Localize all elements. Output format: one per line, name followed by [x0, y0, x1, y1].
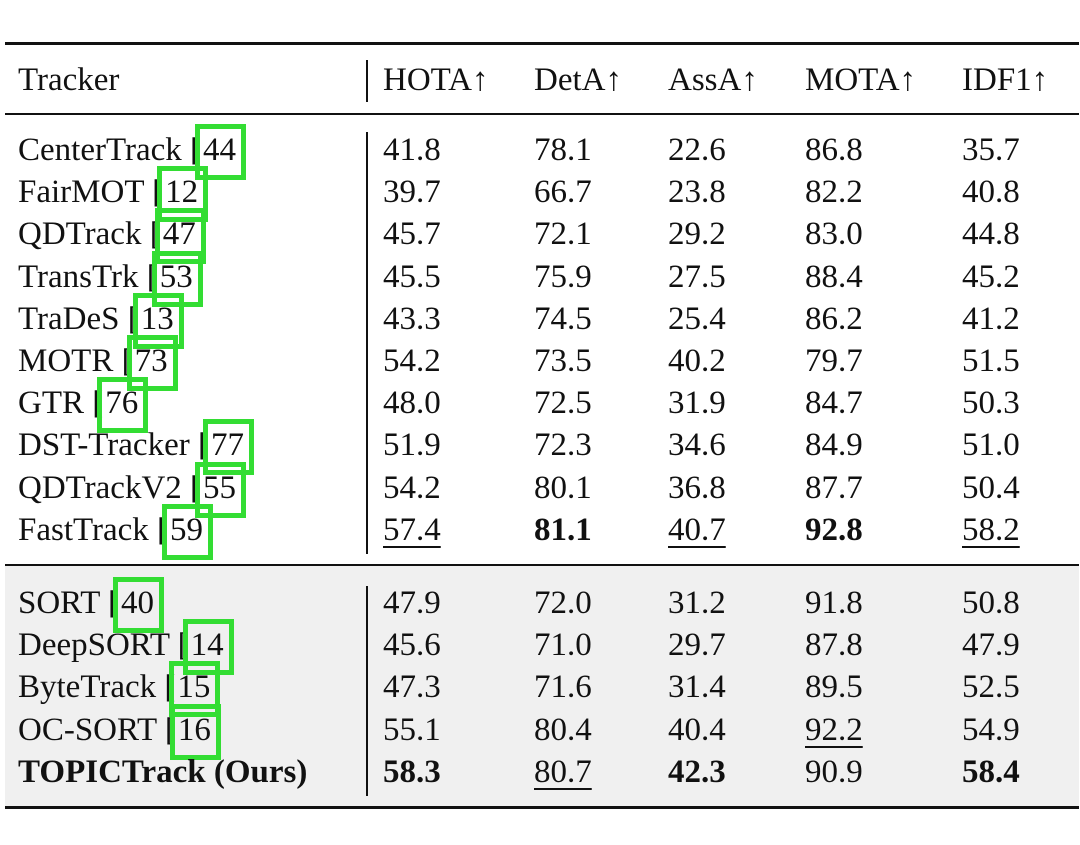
header-hota: HOTA↑	[383, 62, 489, 98]
group1-column-divider	[366, 132, 368, 554]
assa-value: 31.4	[668, 669, 726, 706]
idf1-value: 58.4	[962, 753, 1020, 790]
deta-value: 71.0	[534, 627, 592, 664]
idf1-value: 41.2	[962, 300, 1020, 337]
citation-number: 15	[177, 669, 211, 706]
tracker-name: QDTrackV2	[18, 469, 182, 506]
idf1-value: 51.0	[962, 427, 1020, 464]
row-name: FastTrack [59	[18, 510, 205, 550]
deta-value: 72.3	[534, 427, 592, 464]
bottom-rule	[5, 806, 1079, 809]
deta-value: 73.5	[534, 343, 592, 379]
idf1-value: 47.9	[962, 627, 1020, 664]
mota-value: 91.8	[805, 585, 863, 621]
assa-value: 22.6	[668, 132, 726, 168]
citation-number: 77	[210, 427, 244, 464]
row-name: TransTrk [53	[18, 257, 195, 297]
citation-ref[interactable]	[139, 299, 176, 339]
deta-value: 81.1	[534, 511, 592, 548]
citation-number: 73	[134, 343, 168, 379]
mota-value: 84.7	[805, 385, 863, 422]
deta-value: 78.1	[534, 132, 592, 168]
row-name: SORT [40	[18, 583, 156, 623]
citation-highlight-box	[162, 504, 213, 560]
row-name	[18, 752, 307, 792]
header-deta: DetA↑	[534, 62, 622, 98]
citation-number: 47	[162, 216, 196, 253]
idf1-value: 50.3	[962, 385, 1020, 422]
tracker-name: TransTrk	[18, 258, 139, 295]
hota-value: 54.2	[383, 343, 441, 379]
hota-value: 55.1	[383, 711, 441, 748]
deta-value: 72.1	[534, 216, 592, 253]
assa-value: 40.4	[668, 711, 726, 748]
citation-number: 13	[140, 300, 174, 337]
tracker-name: QDTrack	[18, 216, 142, 253]
citation-number: 55	[203, 469, 237, 506]
idf1-value: 50.8	[962, 585, 1020, 621]
header-mota: MOTA↑	[805, 62, 917, 98]
mota-value: 86.2	[805, 300, 863, 337]
row-name: DST-Tracker [77	[18, 425, 246, 465]
assa-value: 40.7	[668, 511, 726, 548]
citation-ref[interactable]	[119, 583, 156, 623]
hota-value: 54.2	[383, 469, 441, 506]
row-name: CenterTrack [44	[18, 130, 238, 170]
deta-value: 80.1	[534, 469, 592, 506]
citation-number: 44	[203, 132, 236, 168]
group2-column-divider	[366, 586, 368, 796]
mota-value: 90.9	[805, 753, 863, 790]
row-name: OC-SORT [16	[18, 710, 213, 750]
row-name: DeepSORT [14	[18, 625, 226, 665]
header-rule	[5, 113, 1079, 115]
tracker-name: CenterTrack	[18, 132, 182, 168]
citation-ref[interactable]	[201, 130, 238, 170]
assa-value: 29.2	[668, 216, 726, 253]
header-column-divider	[366, 60, 368, 102]
citation-ref[interactable]	[133, 341, 170, 381]
citation-ref[interactable]	[201, 468, 238, 508]
assa-value: 31.9	[668, 385, 726, 422]
mota-value: 92.2	[805, 711, 863, 748]
hota-value: 48.0	[383, 385, 441, 422]
hota-value: 58.3	[383, 753, 441, 790]
mota-value: 86.8	[805, 132, 863, 168]
mota-value: 82.2	[805, 174, 863, 211]
row-name: MOTR [73	[18, 341, 170, 381]
assa-value: 29.7	[668, 627, 726, 664]
deta-value: 75.9	[534, 258, 592, 295]
tracker-name: GTR	[18, 385, 84, 422]
hota-value: 47.9	[383, 585, 441, 621]
citation-number: 53	[159, 258, 193, 295]
group-separator-rule	[5, 564, 1079, 566]
idf1-value: 35.7	[962, 132, 1020, 168]
mota-value: 79.7	[805, 343, 863, 379]
assa-value: 25.4	[668, 300, 726, 337]
mota-value: 87.7	[805, 469, 863, 506]
citation-ref[interactable]	[161, 214, 198, 254]
header-idf1: IDF1↑	[962, 62, 1049, 98]
assa-value: 36.8	[668, 469, 726, 506]
citation-number: 40	[121, 585, 155, 621]
row-name: TraDeS [13	[18, 299, 176, 339]
citation-number: 16	[177, 711, 211, 748]
citation-ref[interactable]	[103, 383, 140, 423]
hota-value: 39.7	[383, 174, 441, 211]
tracker-name: DeepSORT	[18, 627, 170, 664]
idf1-value: 44.8	[962, 216, 1020, 253]
idf1-value: 45.2	[962, 258, 1020, 295]
hota-value: 51.9	[383, 427, 441, 464]
tracker-name: DST-Tracker	[18, 427, 190, 464]
row-name: FairMOT [12	[18, 172, 200, 212]
hota-value: 45.5	[383, 258, 441, 295]
deta-value: 74.5	[534, 300, 592, 337]
tracker-name: OC-SORT	[18, 711, 157, 748]
tracker-name: MOTR	[18, 343, 114, 379]
tracker-name: FairMOT	[18, 174, 144, 211]
assa-value: 23.8	[668, 174, 726, 211]
header-tracker: Tracker	[18, 62, 120, 98]
tracker-name: TraDeS	[18, 300, 120, 337]
hota-value: 41.8	[383, 132, 441, 168]
row-name: ByteTrack [15	[18, 667, 212, 707]
mota-value: 88.4	[805, 258, 863, 295]
row-name: QDTrack [47	[18, 214, 198, 254]
assa-value: 31.2	[668, 585, 726, 621]
deta-value: 72.5	[534, 385, 592, 422]
tracker-name: SORT	[18, 585, 100, 621]
mota-value: 84.9	[805, 427, 863, 464]
assa-value: 27.5	[668, 258, 726, 295]
mota-value: 92.8	[805, 511, 863, 548]
assa-value: 40.2	[668, 343, 726, 379]
deta-value: 80.7	[534, 753, 592, 790]
citation-ref[interactable]	[175, 667, 212, 707]
row-name: GTR [76	[18, 383, 140, 423]
idf1-value: 52.5	[962, 669, 1020, 706]
idf1-value: 40.8	[962, 174, 1020, 211]
idf1-value: 54.9	[962, 711, 1020, 748]
citation-ref[interactable]	[209, 425, 246, 465]
tracker-name: ByteTrack	[18, 669, 157, 706]
mota-value: 87.8	[805, 627, 863, 664]
citation-ref[interactable]	[168, 510, 205, 550]
idf1-value: 50.4	[962, 469, 1020, 506]
deta-value: 71.6	[534, 669, 592, 706]
hota-value: 57.4	[383, 511, 441, 548]
deta-value: 66.7	[534, 174, 592, 211]
assa-value: 42.3	[668, 753, 726, 790]
header-assa: AssA↑	[668, 62, 758, 98]
assa-value: 34.6	[668, 427, 726, 464]
idf1-value: 51.5	[962, 343, 1020, 379]
citation-ref[interactable]	[163, 172, 200, 212]
idf1-value: 58.2	[962, 511, 1020, 548]
deta-value: 72.0	[534, 585, 592, 621]
citation-ref[interactable]	[176, 710, 213, 750]
tracker-name: TOPICTrack (Ours)	[18, 753, 308, 790]
citation-number: 14	[190, 627, 224, 664]
tracker-name: FastTrack	[18, 511, 149, 548]
citation-ref[interactable]	[158, 257, 195, 297]
row-name: QDTrackV2 [55	[18, 468, 238, 508]
hota-value: 43.3	[383, 300, 441, 337]
hota-value: 45.6	[383, 627, 441, 664]
citation-ref[interactable]	[189, 625, 226, 665]
citation-number: 76	[105, 385, 139, 422]
citation-number: 12	[165, 174, 199, 211]
hota-value: 47.3	[383, 669, 441, 706]
mota-value: 89.5	[805, 669, 863, 706]
hota-value: 45.7	[383, 216, 441, 253]
deta-value: 80.4	[534, 711, 592, 748]
mota-value: 83.0	[805, 216, 863, 253]
citation-number: 59	[170, 511, 204, 548]
top-rule	[5, 42, 1079, 45]
